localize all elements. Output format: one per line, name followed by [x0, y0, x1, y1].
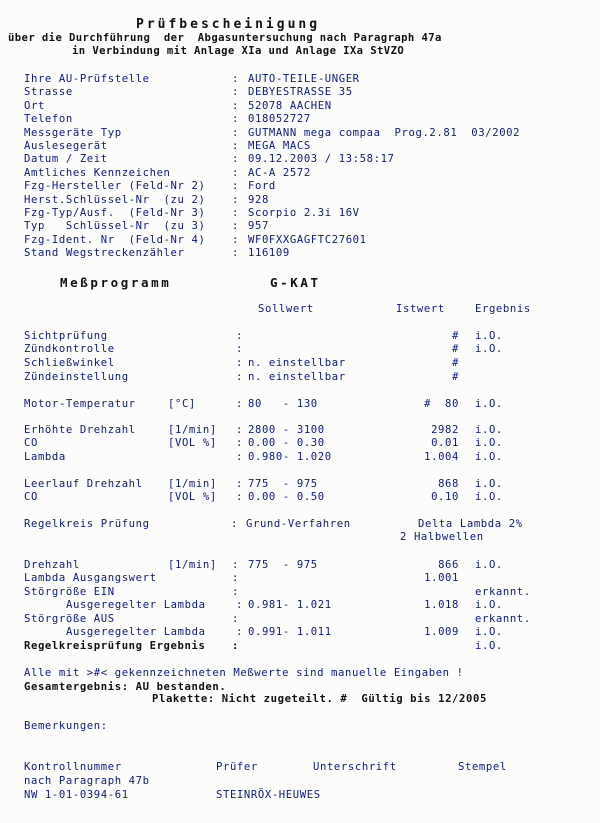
row-colon: : — [232, 640, 239, 652]
info-value: Scorpio 2.3i 16V — [248, 207, 360, 219]
program-label: Meßprogramm — [60, 275, 172, 290]
row-ergebnis: erkannt. — [475, 586, 531, 598]
info-label: Strasse — [24, 86, 73, 98]
row-sollwert: 80 - 130 — [248, 398, 318, 410]
row-colon: : — [236, 424, 243, 436]
header-line-1: über die Durchführung der Abgasuntersuchung nach Paragraph 47a — [8, 32, 442, 44]
row-unit: [°C] — [168, 398, 196, 410]
info-value: 52078 AACHEN — [248, 100, 332, 112]
info-label: Stand Wegstreckenzähler — [24, 247, 185, 259]
row-istwert: 0.10 — [431, 491, 459, 503]
row-sollwert: n. einstellbar — [248, 357, 346, 369]
row-colon: : — [232, 613, 239, 625]
row-colon: : — [236, 478, 243, 490]
info-label: Herst.Schlüssel-Nr (zu 2) — [24, 194, 206, 206]
info-value: Ford — [248, 180, 276, 192]
row-colon: : — [236, 371, 243, 383]
regelkreis-colon: : — [231, 518, 238, 530]
row-istwert: # 80 — [424, 398, 459, 410]
info-value: MEGA MACS — [248, 140, 311, 152]
row-colon: : — [236, 357, 243, 369]
row-colon: : — [236, 343, 243, 355]
row-colon: : — [236, 398, 243, 410]
row-label: CO — [24, 437, 38, 449]
info-label: Auslesegerät — [24, 140, 108, 152]
row-label: Ausgeregelter Lambda — [66, 626, 206, 638]
row-ergebnis: i.O. — [475, 343, 503, 355]
row-ergebnis: i.O. — [475, 640, 503, 652]
row-label: Lambda Ausgangswert — [24, 572, 157, 584]
row-colon: : — [236, 437, 243, 449]
pruefer-label: Prüfer — [216, 761, 258, 773]
header-line-2: in Verbindung mit Anlage XIa und Anlage IXa StVZO — [72, 45, 405, 57]
info-label: Ort — [24, 100, 45, 112]
row-istwert: 0.01 — [431, 437, 459, 449]
row-ergebnis: i.O. — [475, 398, 503, 410]
row-label: Drehzahl — [24, 559, 80, 571]
row-unit: [VOL %] — [168, 491, 217, 503]
info-value: 957 — [248, 220, 269, 232]
info-colon: : — [232, 86, 239, 98]
row-label: Zündkontrolle — [24, 343, 115, 355]
row-label: Lambda — [24, 451, 66, 463]
row-label: Leerlauf Drehzahl — [24, 478, 143, 490]
row-ergebnis: i.O. — [475, 437, 503, 449]
info-value: AC-A 2572 — [248, 167, 311, 179]
info-label: Telefon — [24, 113, 73, 125]
row-label: Regelkreisprüfung Ergebnis — [24, 640, 206, 652]
row-istwert: # — [452, 357, 459, 369]
row-istwert: 866 — [438, 559, 459, 571]
row-label: Sichtprüfung — [24, 330, 108, 342]
regelkreis-halbwellen: 2 Halbwellen — [400, 531, 484, 543]
info-colon: : — [232, 153, 239, 165]
info-label: Amtliches Kennzeichen — [24, 167, 171, 179]
info-value: 018052727 — [248, 113, 311, 125]
row-istwert: # — [452, 371, 459, 383]
info-colon: : — [232, 140, 239, 152]
row-ergebnis: i.O. — [475, 626, 503, 638]
row-sollwert: 775 - 975 — [248, 559, 318, 571]
row-ergebnis: i.O. — [475, 491, 503, 503]
info-value: DEBYESTRASSE 35 — [248, 86, 353, 98]
col-istwert: Istwert — [396, 303, 445, 315]
info-label: Typ Schlüssel-Nr (zu 3) — [24, 220, 206, 232]
row-ergebnis: i.O. — [475, 424, 503, 436]
row-istwert: 2982 — [431, 424, 459, 436]
info-label: Fzg-Typ/Ausf. (Feld-Nr 3) — [24, 207, 206, 219]
info-label: Fzg-Hersteller (Feld-Nr 2) — [24, 180, 206, 192]
info-colon: : — [232, 180, 239, 192]
row-label: Erhöhte Drehzahl — [24, 424, 136, 436]
row-colon: : — [236, 626, 243, 638]
row-ergebnis: i.O. — [475, 478, 503, 490]
row-ergebnis: i.O. — [475, 559, 503, 571]
regelkreis-label: Regelkreis Prüfung — [24, 518, 150, 530]
info-label: Fzg-Ident. Nr (Feld-Nr 4) — [24, 234, 206, 246]
row-colon: : — [236, 330, 243, 342]
info-colon: : — [232, 113, 239, 125]
info-label: Datum / Zeit — [24, 153, 108, 165]
row-label: Schließwinkel — [24, 357, 115, 369]
row-sollwert: 0.00 - 0.30 — [248, 437, 325, 449]
row-sollwert: 0.00 - 0.50 — [248, 491, 325, 503]
info-colon: : — [232, 100, 239, 112]
info-value: WF0FXXGAGFTC27601 — [248, 234, 367, 246]
info-value: GUTMANN mega compaa Prog.2.81 03/2002 — [248, 127, 521, 139]
info-colon: : — [232, 167, 239, 179]
row-unit: [1/min] — [168, 559, 217, 571]
row-label: Zündeinstellung — [24, 371, 129, 383]
row-sollwert: 0.991- 1.011 — [248, 626, 332, 638]
regelkreis-method: Grund-Verfahren — [246, 518, 351, 530]
info-value: AUTO-TEILE-UNGER — [248, 73, 360, 85]
row-sollwert: 0.981- 1.021 — [248, 599, 332, 611]
row-colon: : — [236, 599, 243, 611]
row-unit: [VOL %] — [168, 437, 217, 449]
row-sollwert: 0.980- 1.020 — [248, 451, 332, 463]
row-ergebnis: i.O. — [475, 451, 503, 463]
info-label: Ihre AU-Prüfstelle — [24, 73, 150, 85]
row-sollwert: n. einstellbar — [248, 371, 346, 383]
info-colon: : — [232, 247, 239, 259]
row-istwert: 868 — [438, 478, 459, 490]
program-name: G-KAT — [270, 275, 321, 290]
row-sollwert: 775 - 975 — [248, 478, 318, 490]
row-ergebnis: erkannt. — [475, 613, 531, 625]
info-value: 09.12.2003 / 13:58:17 — [248, 153, 395, 165]
info-colon: : — [232, 73, 239, 85]
row-ergebnis: i.O. — [475, 330, 503, 342]
row-label: Störgröße EIN — [24, 586, 115, 598]
info-label: Messgeräte Typ — [24, 127, 122, 139]
info-colon: : — [232, 207, 239, 219]
row-label: CO — [24, 491, 38, 503]
kontrollnummer-label-2: nach Paragraph 47b — [24, 775, 150, 787]
row-ergebnis: i.O. — [475, 599, 503, 611]
col-ergebnis: Ergebnis — [475, 303, 531, 315]
info-colon: : — [232, 234, 239, 246]
row-unit: [1/min] — [168, 424, 217, 436]
stempel-label: Stempel — [458, 761, 507, 773]
manual-entry-note: Alle mit >#< gekennzeichneten Meßwerte sind manuelle Eingaben ! — [24, 667, 464, 679]
row-istwert: # — [452, 330, 459, 342]
row-colon: : — [232, 559, 239, 571]
overall-result: Gesamtergebnis: AU bestanden. — [24, 681, 227, 693]
unterschrift-label: Unterschrift — [313, 761, 397, 773]
info-colon: : — [232, 220, 239, 232]
info-colon: : — [232, 127, 239, 139]
kontrollnummer-label: Kontrollnummer — [24, 761, 122, 773]
row-colon: : — [232, 572, 239, 584]
info-value: 116109 — [248, 247, 290, 259]
row-sollwert: 2800 - 3100 — [248, 424, 325, 436]
row-label: Störgröße AUS — [24, 613, 115, 625]
remarks-label: Bemerkungen: — [24, 720, 108, 732]
row-label: Motor-Temperatur — [24, 398, 136, 410]
regelkreis-delta: Delta Lambda 2% — [418, 518, 523, 530]
info-value: 928 — [248, 194, 269, 206]
row-istwert: # — [452, 343, 459, 355]
row-istwert: 1.004 — [424, 451, 459, 463]
document-title: Prüfbescheinigung — [136, 17, 321, 32]
pruefer-value: STEINRÖX-HEUWES — [216, 789, 321, 801]
row-istwert: 1.001 — [424, 572, 459, 584]
plakette-info: Plakette: Nicht zugeteilt. # Gültig bis 12/2005 — [152, 693, 487, 705]
row-colon: : — [232, 586, 239, 598]
row-istwert: 1.009 — [424, 626, 459, 638]
row-colon: : — [236, 451, 243, 463]
info-colon: : — [232, 194, 239, 206]
row-unit: [1/min] — [168, 478, 217, 490]
col-sollwert: Sollwert — [258, 303, 314, 315]
row-label: Ausgeregelter Lambda — [66, 599, 206, 611]
row-colon: : — [236, 491, 243, 503]
kontrollnummer-value: NW 1-01-0394-61 — [24, 789, 129, 801]
row-istwert: 1.018 — [424, 599, 459, 611]
